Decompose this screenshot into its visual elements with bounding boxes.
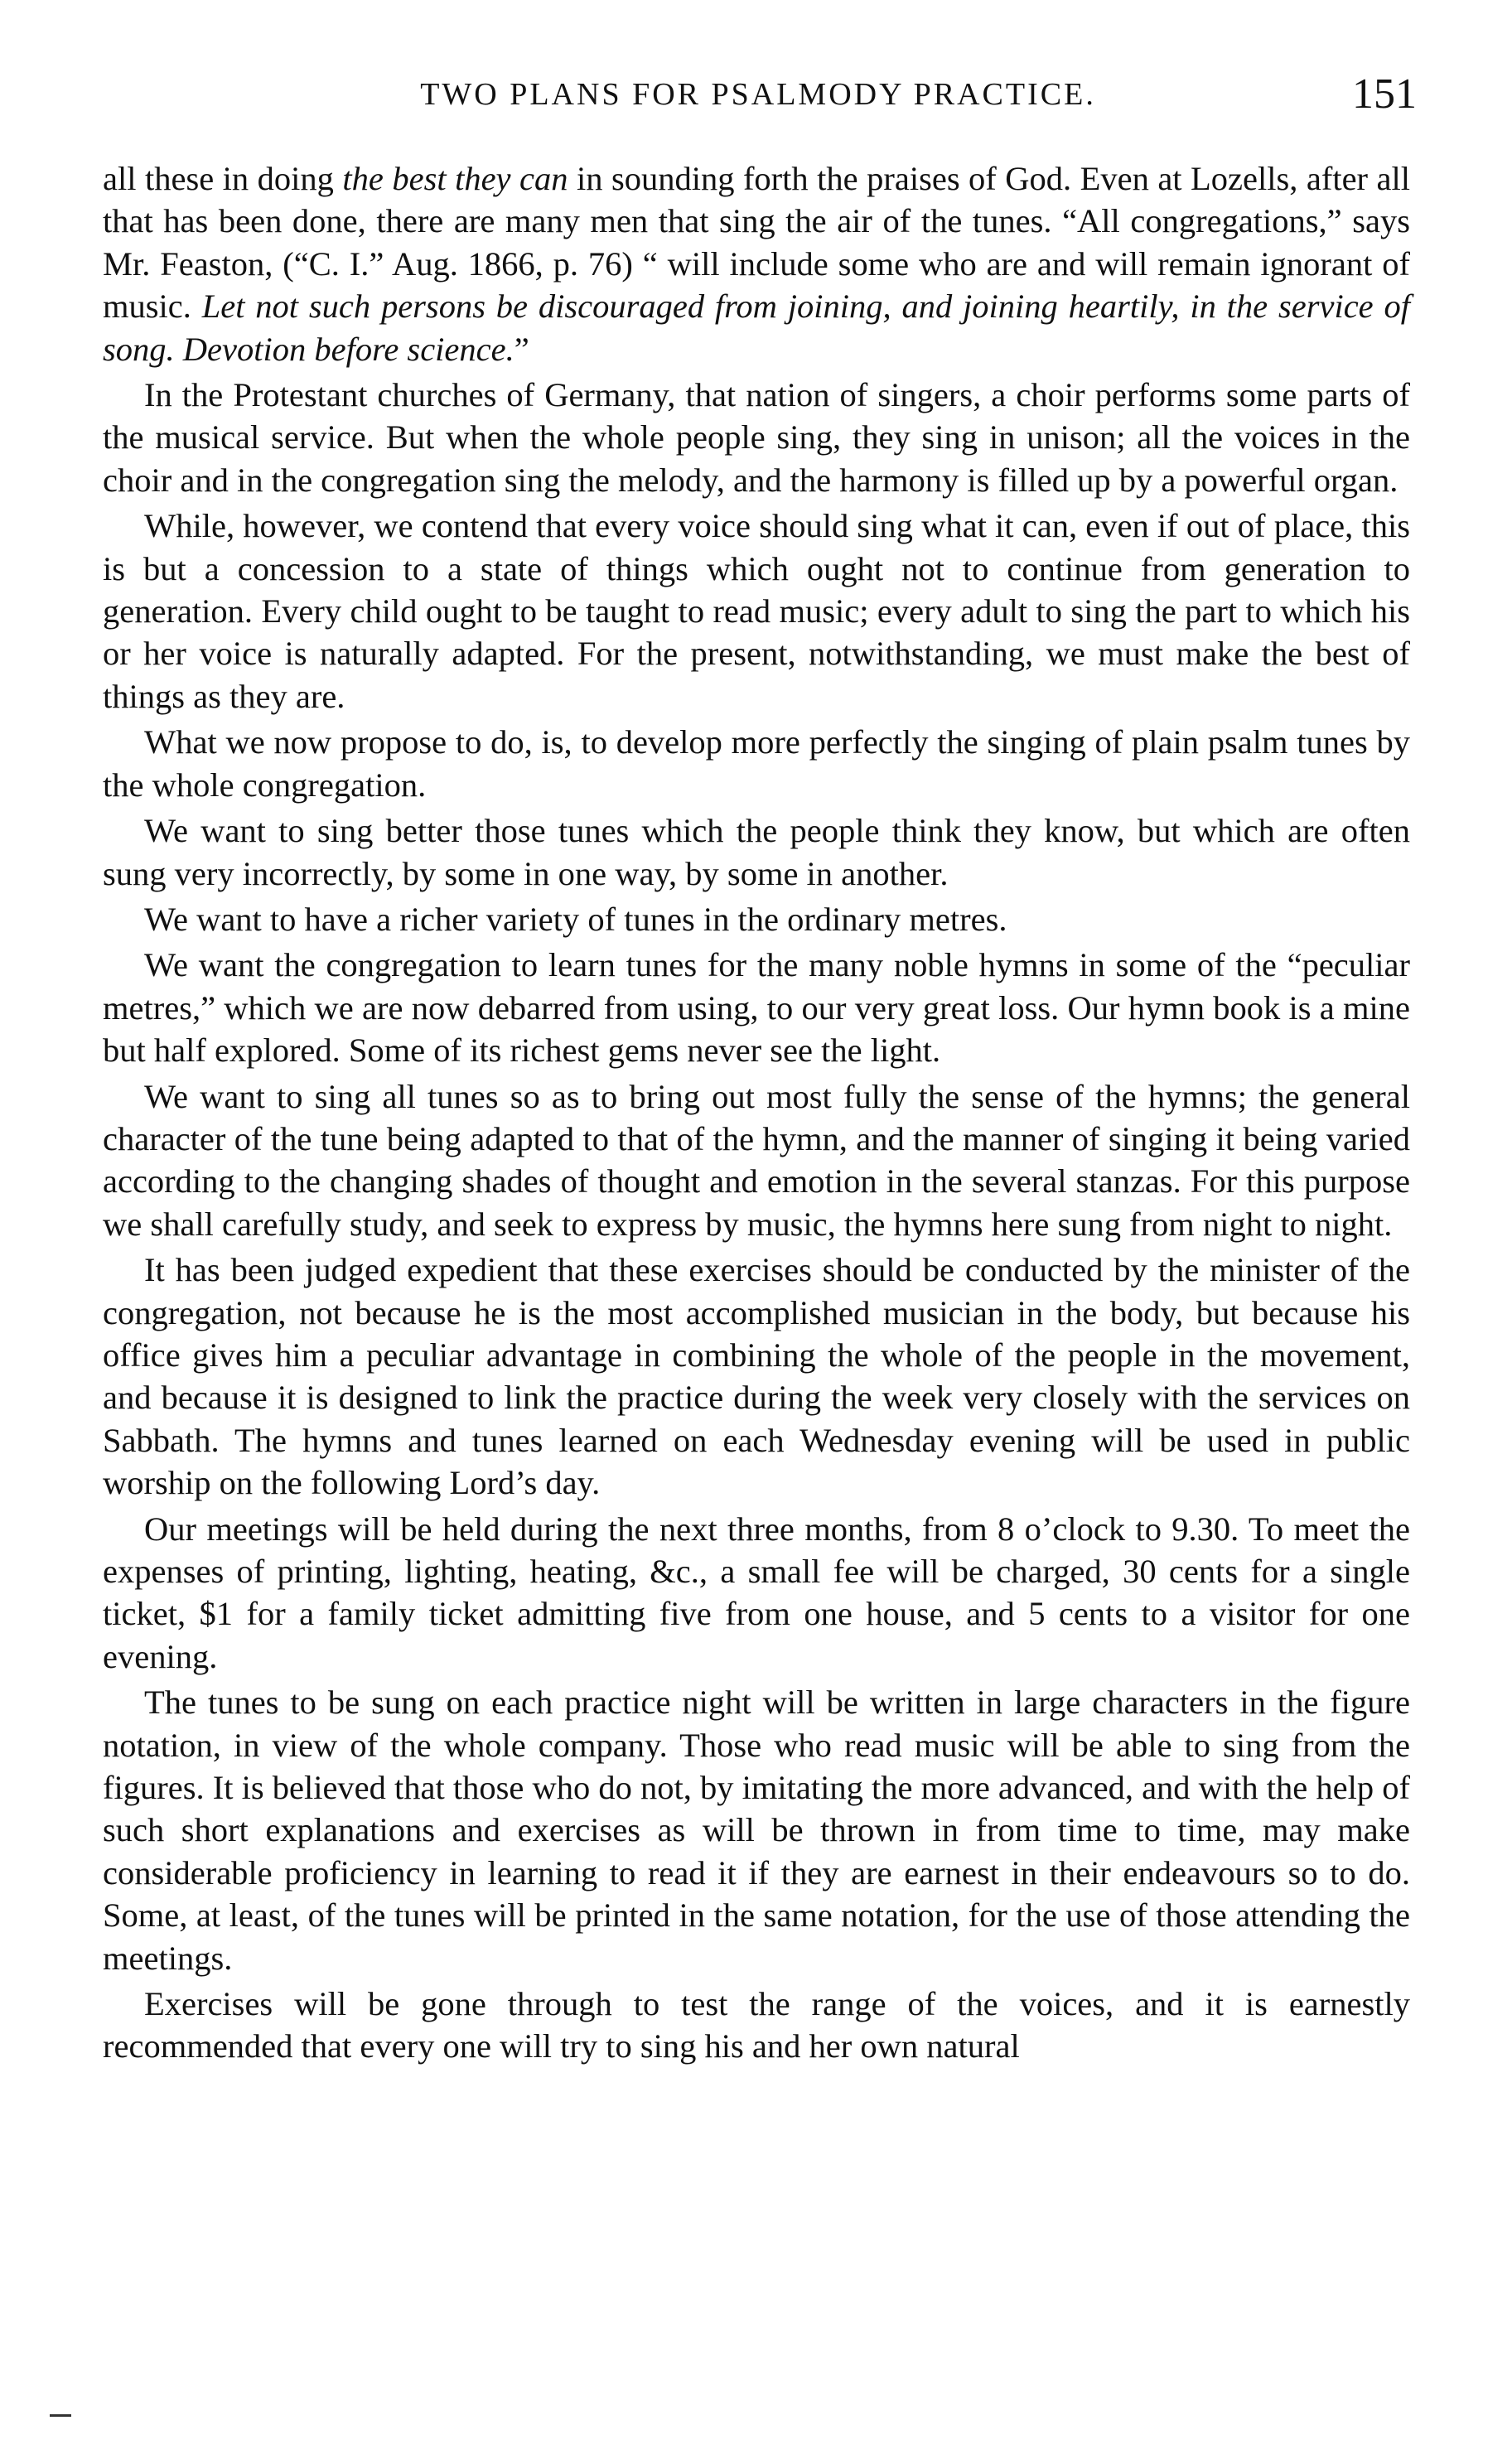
paragraph [103,1508,1410,1679]
paragraph [103,809,1410,895]
paragraph [103,1075,1410,1246]
text-run: We want to sing better those tunes which the people think they know, but which are often sung very incorrectly, by some in one way, by some in another. [103,812,1410,892]
paragraph [103,721,1410,806]
paragraph [103,157,1410,370]
text-run: ” [514,330,529,368]
footer-rule [50,2414,71,2417]
running-title: TWO PLANS FOR PSALMODY PRACTICE. [420,77,1096,112]
text-run: We want to have a richer variety of tunes in the ordinary metres. [144,900,1007,938]
paragraph [103,898,1410,940]
text-run: The tunes to be sung on each practice night will be written in large characters in the figure notation, in view of the whole company. Those who read music will be able to sing from the figures. It is believed that those who do not, by imitating the more advanced, and with the help of such short explanations and exercises as will be thrown in from time to time, may make considerable proficiency in learning to read it if they are earnest in their endeavours so to do. Some, at least, of the tunes will be printed in the same notation, for the use of those attending the meetings. [103,1684,1410,1977]
body-text [103,157,1410,2068]
text-run: While, however, we contend that every voice should sing what it can, even if out of place, this is but a concession to a state of things which ought not to continue from generation to generation. Every child ought to be taught to read music; every adult to sing the part to which his or her voice is naturally adapted. For the present, notwithstanding, we must make the best of things as they are. [103,507,1410,715]
running-head [99,70,1417,129]
text-run: Exercises will be gone through to test the range of the voices, and it is earnestly recommended that every one will try to sing his and her own natural [103,1985,1410,2065]
text-run: Our meetings will be held during the next three months, from 8 o’clock to 9.30. To meet the expenses of printing, lighting, heating, &c., a small fee will be charged, 30 cents for a single ticket, $1 for a family ticket admitting five from one house, and 5 cents to a visitor for one evening. [103,1510,1410,1675]
text-run: It has been judged expedient that these exercises should be conducted by the minister of the congregation, not because he is the most accomplished musician in the body, but because his office gives him a peculiar advantage in combining the whole of the people in the movement, and because it is designed to link the practice during the week very closely with the services on Sabbath. The hymns and tunes learned on each Wednesday evening will be used in public worship on the following Lord’s day. [103,1251,1410,1502]
text-run: all these in doing [103,160,343,197]
text-run: We want the congregation to learn tunes for the many noble hymns in some of the “peculiar metres,” which we are now debarred from using, to our very great loss. Our hymn book is a mine but half explored. Some of its richest gems never see the light. [103,946,1410,1070]
text-run: We want to sing all tunes so as to bring out most fully the sense of the hymns; the general character of the tune being adapted to that of the hymn, and the manner of singing it being varied according to the changing shades of thought and emotion in the several stanzas. For this purpose we shall carefully study, and seek to express by music, the hymns here sung from night to night. [103,1077,1410,1243]
text-run: In the Protestant churches of Germany, that nation of singers, a choir performs some parts of the musical service. But when the whole people sing, they sing in unison; all the voices in the choir and in the congregation sing the melody, and the harmony is filled up by a powerful organ. [103,376,1410,499]
text-run: What we now propose to do, is, to develop more perfectly the singing of plain psalm tunes by the whole congregation. [103,723,1410,804]
paragraph [103,374,1410,501]
paragraph [103,1249,1410,1504]
paragraph [103,505,1410,717]
paragraph [103,944,1410,1071]
text-run: in sounding forth the praises of God. Even at Lozells, after all that has been done, there are many men that sing the air of the tunes. “All congregations,” says Mr. Feaston, (“C. I.” Aug. 1866, p. 76) “ will include some who are and will remain ignorant of music. [103,160,1410,326]
italic-text: Let not such persons be discouraged from joining, and joining heartily, in the service of song. Devotion before science. [103,287,1410,368]
italic-text: the best they can [342,160,568,197]
paragraph [103,1681,1410,1979]
paragraph [103,1983,1410,2068]
page-number: 151 [1352,70,1417,118]
